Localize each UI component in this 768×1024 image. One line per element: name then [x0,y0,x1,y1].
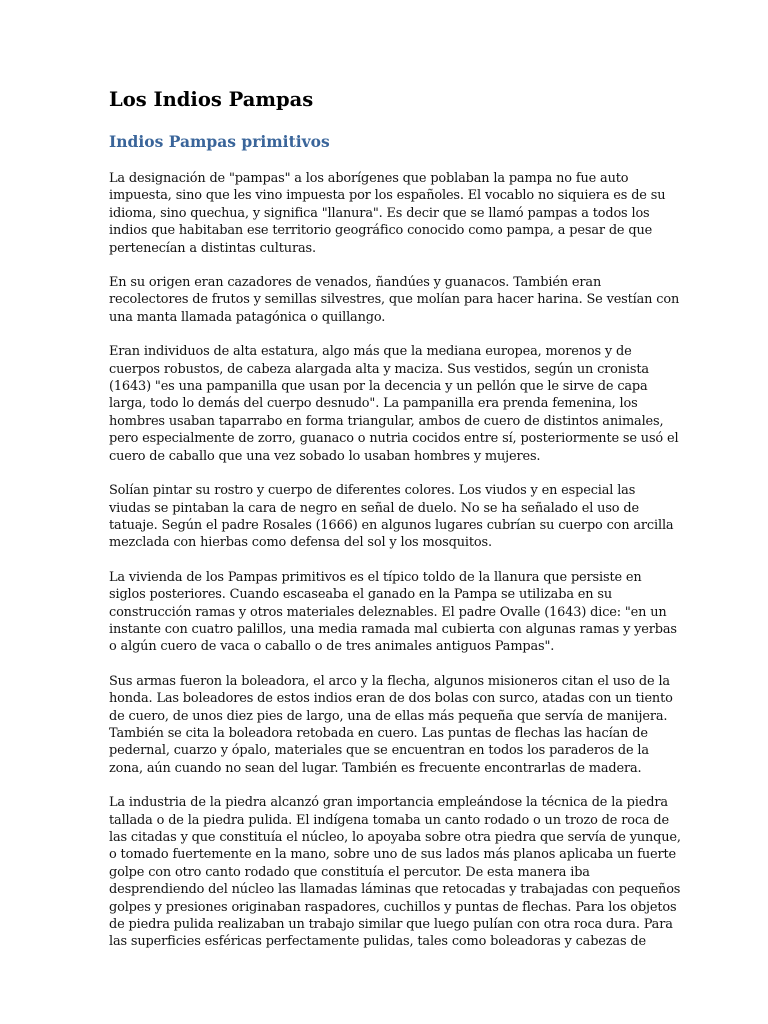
body-text [109,170,681,951]
text-line: o algún cuero de vaca o caballo o de tres animales antiguos Pampas". [109,639,555,655]
text-line: La vivienda de los Pampas primitivos es el típico toldo de la llanura que persiste en [109,569,642,585]
text-line: La industria de la piedra alcanzó gran importancia empleándose la técnica de la piedra [109,795,668,811]
document-title: Los Indios Pampas [109,88,314,111]
text-line: instante con cuatro palillos, una media ramada mal cubierta con algunas ramas y yerbas [109,621,677,637]
text-line: las superficies esféricas perfectamente pulidas, tales como boleadoras y cabezas de [109,934,646,950]
text-line: cuero de caballo que una vez sobado lo usaban hombres y mujeres. [109,448,541,464]
text-line: hombres usaban taparrabo en forma triangular, ambos de cuero de distintos animales, [109,413,664,429]
paragraph [109,170,666,257]
text-line: También se cita la boleadora retobada en cuero. Las puntas de flechas las hacían de [109,725,648,741]
paragraph [109,569,677,656]
text-line: golpes y presiones originaban raspadores, cuchillos y puntas de flechas. Para los objetos [109,899,677,915]
text-line: las citadas y que constituía el núcleo, lo apoyaba sobre otra piedra que servía de yunque, [109,830,681,845]
text-line: construcción ramas y otros materiales deleznables. El padre Ovalle (1643) dice: "en un [109,604,667,620]
text-line: de piedra pulida realizaban un trabajo similar que luego pulían con otra roca dura. Para [109,917,673,933]
text-line: recolectores de frutos y semillas silvestres, que molían para hacer harina. Se vestían con [109,292,680,308]
text-line: idioma, sino quechua, y significa "llanura". Es decir que se llamó pampas a todos los [109,205,650,221]
text-line: Sus armas fueron la boleadora, el arco y la flecha, algunos misioneros citan el uso de la [109,673,670,689]
text-line: impuesta, sino que les vino impuesta por los españoles. El vocablo no siquiera es de su [109,188,666,204]
paragraph [109,274,680,326]
document-page [109,88,681,968]
paragraph [109,343,679,465]
text-line: una manta llamada patagónica o quillango. [109,309,386,325]
text-line: Solían pintar su rostro y cuerpo de diferentes colores. Los viudos y en especial las [109,483,636,499]
text-line: Eran individuos de alta estatura, algo más que la mediana europea, morenos y de [109,344,632,360]
paragraph [109,673,673,777]
text-line: larga, todo lo demás del cuerpo desnudo". La pampanilla era prenda femenina, los [109,396,638,412]
paragraph [109,482,674,552]
text-line: o tomado fuertemente en la mano, sobre uno de sus lados más planos aplicaba un fuerte [109,847,676,863]
text-line: siglos posteriores. Cuando escaseaba el ganado en la Pampa se utilizaba en su [109,587,612,603]
text-line: cuerpos robustos, de cabeza alargada alta y maciza. Sus vestidos, según un cronista [109,361,649,377]
text-line: tallada o de la piedra pulida. El indígena tomaba un canto rodado o un trozo de roca de [109,812,669,828]
text-line: zona, aún cuando no sean del lugar. También es frecuente encontrarlas de madera. [109,760,642,776]
text-line: honda. Las boleadores de estos indios eran de dos bolas con surco, atadas con un tiento [109,691,673,707]
paragraph [109,794,681,951]
text-line: (1643) "es una pampanilla que usan por la decencia y un pellón que le sirve de capa [109,379,648,395]
text-line: mezclada con hierbas como defensa del sol y los mosquitos. [109,535,492,551]
text-line: En su origen eran cazadores de venados, ñandúes y guanacos. También eran [109,275,602,291]
text-line: desprendiendo del núcleo las llamadas láminas que retocadas y trabajadas con pequeños [109,882,681,898]
text-line: tatuaje. Según el padre Rosales (1666) en algunos lugares cubrían su cuerpo con arcilla [109,517,674,533]
text-line: de cuero, de unos diez pies de largo, una de ellas más pequeña que servía de manijera. [109,708,668,724]
text-line: pero especialmente de zorro, guanaco o nutria cocidos entre sí, posteriormente se usó el [109,431,679,447]
text-line: pertenecían a distintas culturas. [109,240,316,256]
text-line: viudas se pintaban la cara de negro en señal de duelo. No se ha señalado el uso de [109,500,639,516]
text-line: indios que habitaban ese territorio geográfico conocido como pampa, a pesar de que [109,223,653,239]
text-line: pedernal, cuarzo y ópalo, materiales que se encuentran en todos los paraderos de la [109,743,649,759]
section-heading: Indios Pampas primitivos [109,132,330,151]
text-line: La designación de "pampas" a los aborígenes que poblaban la pampa no fue auto [109,171,629,186]
text-line: golpe con otro canto rodado que constituía el percutor. De esta manera iba [109,864,590,880]
